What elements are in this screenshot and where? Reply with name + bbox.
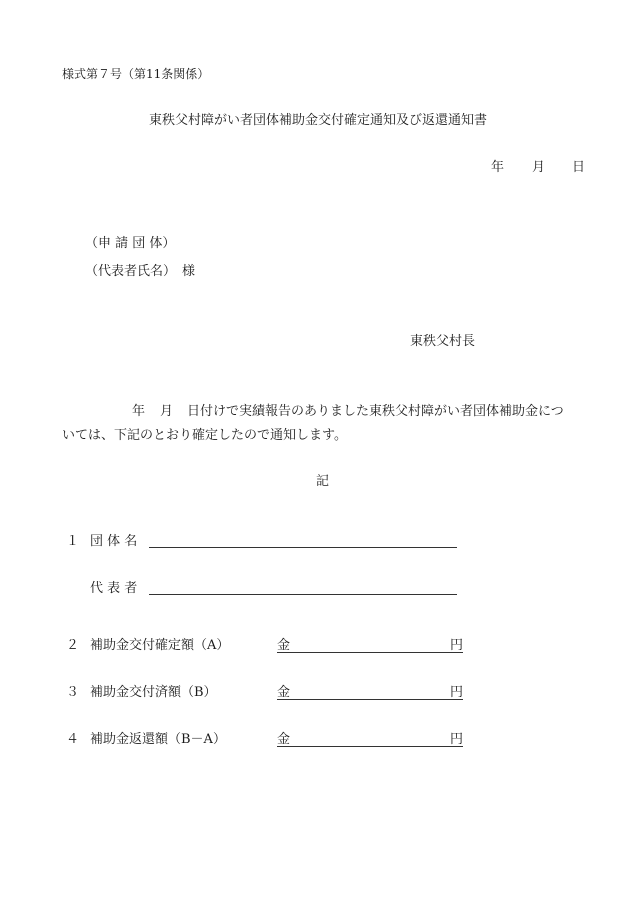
item-2-prefix: 金 xyxy=(277,638,291,653)
recipient-honorific: 様 xyxy=(182,264,196,279)
item-2-suffix: 円 xyxy=(450,638,464,653)
item-4-underline xyxy=(277,746,463,747)
recipient-org-label: （申 請 団 体） xyxy=(85,236,176,251)
document-title: 東秩父村障がい者団体補助金交付確定通知及び返還通知書 xyxy=(149,113,488,128)
item-3-label: 補助金交付済額（B） xyxy=(90,685,217,700)
item-4-number: ４ xyxy=(66,732,80,747)
body-line2-text: いては、下記のとおり確定したので通知します。 xyxy=(62,428,347,443)
item-4-label: 補助金返還額（B－A） xyxy=(90,732,226,747)
item-2-number: ２ xyxy=(66,638,80,653)
org-name-underline xyxy=(149,547,457,548)
item-2-label: 補助金交付確定額（A） xyxy=(90,638,230,653)
item-4-prefix: 金 xyxy=(277,732,291,747)
date-year-label: 年 xyxy=(491,160,505,175)
item-3-underline xyxy=(277,699,463,700)
ki-heading: 記 xyxy=(316,474,330,489)
rep-underline xyxy=(149,594,457,595)
item-3-suffix: 円 xyxy=(450,685,464,700)
body-year-label: 年 xyxy=(132,404,146,419)
item-1-number: １ xyxy=(66,534,80,549)
date-month-label: 月 xyxy=(532,160,546,175)
form-number: 様式第７号（第11条関係） xyxy=(62,67,210,81)
item-2-underline xyxy=(277,652,463,653)
body-month-label: 月 xyxy=(160,404,174,419)
item-org-name-label: 団 体 名 xyxy=(90,534,138,549)
date-day-label: 日 xyxy=(572,160,586,175)
item-rep-label: 代 表 者 xyxy=(90,581,138,596)
body-line1-text: 日付けで実績報告のありました東秩父村障がい者団体補助金につ xyxy=(187,404,564,419)
item-3-prefix: 金 xyxy=(277,685,291,700)
item-4-suffix: 円 xyxy=(450,732,464,747)
item-3-number: ３ xyxy=(66,685,80,700)
recipient-rep-label: （代表者氏名） xyxy=(85,264,177,279)
sender-name: 東秩父村長 xyxy=(410,334,476,349)
